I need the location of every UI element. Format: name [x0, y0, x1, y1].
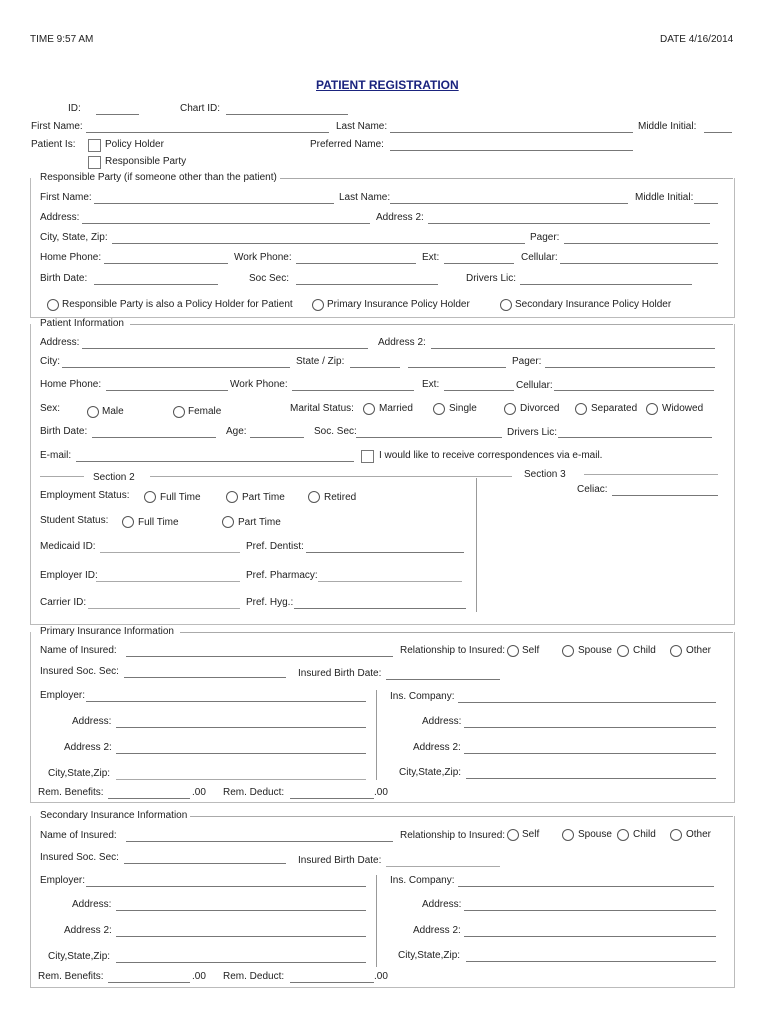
- responsible-party-label: Responsible Party: [105, 156, 187, 167]
- medicaid-id-label: Medicaid ID:: [40, 541, 96, 552]
- email-correspondence-label: I would like to receive correspondences via e-mail.: [379, 450, 603, 461]
- ins2-employer-field[interactable]: [86, 886, 366, 887]
- ins2-ins-company-field[interactable]: [458, 886, 714, 887]
- pi-home-phone-label: Home Phone:: [40, 379, 102, 390]
- ins2-spouse-label: Spouse: [578, 829, 612, 840]
- first-name-field[interactable]: [86, 132, 329, 133]
- ins2-rem-benefits-label: Rem. Benefits:: [38, 971, 104, 982]
- pi-email-label: E-mail:: [40, 450, 72, 461]
- rp-first-name-label: First Name:: [40, 192, 92, 203]
- ins1-child-radio[interactable]: [617, 645, 629, 657]
- married-label: Married: [379, 403, 413, 414]
- pref-hyg-label: Pref. Hyg.:: [246, 597, 294, 608]
- student-part-time-label: Part Time: [238, 517, 281, 528]
- ins1-soc-sec-label: Insured Soc. Sec:: [40, 666, 119, 677]
- ins2-other-label: Other: [686, 829, 712, 840]
- rp-work-phone-field[interactable]: [296, 263, 416, 264]
- ins1-ins-company-field[interactable]: [458, 702, 716, 703]
- pi-cellular-field[interactable]: [554, 390, 714, 391]
- rp-first-name-field[interactable]: [94, 203, 334, 204]
- rp-middle-initial-field[interactable]: [694, 203, 718, 204]
- time-stamp: TIME 9:57 AM: [30, 34, 94, 45]
- ins2-rem-deduct-label: Rem. Deduct:: [223, 971, 285, 982]
- pi-ext-field[interactable]: [444, 390, 514, 391]
- section2-rule-left: [40, 476, 84, 477]
- ins1-box-top-border: [180, 632, 733, 633]
- employment-part-time-radio[interactable]: [226, 491, 238, 503]
- employer-id-field[interactable]: [96, 581, 240, 582]
- ins1-employer-label: Employer:: [40, 690, 86, 701]
- pref-pharmacy-field[interactable]: [318, 581, 462, 582]
- pi-zip-field[interactable]: [408, 367, 506, 368]
- ins1-rem-deduct-field[interactable]: [290, 798, 374, 799]
- chart-id-label: Chart ID:: [180, 103, 221, 114]
- male-label: Male: [102, 406, 124, 417]
- rp-secondary-holder-radio[interactable]: [500, 299, 512, 311]
- employment-part-time-label: Part Time: [242, 492, 285, 503]
- ins2-employer-city-label: City,State,Zip:: [48, 951, 111, 962]
- chart-id-field[interactable]: [226, 114, 348, 115]
- ins1-relationship-label: Relationship to Insured:: [400, 645, 506, 656]
- student-full-time-radio[interactable]: [122, 516, 134, 528]
- separated-label: Separated: [591, 403, 638, 414]
- ins1-employer-address2-label: Address 2:: [64, 742, 112, 753]
- ins2-employer-address-label: Address:: [72, 899, 112, 910]
- ins2-rem-benefits-cents: .00: [192, 971, 206, 982]
- male-radio[interactable]: [87, 406, 99, 418]
- patient-is-label: Patient Is:: [31, 139, 76, 150]
- rp-soc-sec-label: Soc Sec:: [249, 273, 290, 284]
- id-label: ID:: [68, 103, 81, 114]
- single-label: Single: [449, 403, 477, 414]
- pi-home-phone-field[interactable]: [106, 390, 228, 391]
- ins1-employer-address2-field[interactable]: [116, 753, 366, 754]
- ins1-employer-city-field[interactable]: [116, 779, 366, 780]
- ins1-rem-benefits-label: Rem. Benefits:: [38, 787, 104, 798]
- ins2-birth-date-field[interactable]: [386, 866, 500, 867]
- id-field[interactable]: [96, 114, 139, 115]
- rp-city-state-zip-field[interactable]: [112, 243, 525, 244]
- rp-primary-holder-radio[interactable]: [312, 299, 324, 311]
- policy-holder-label: Policy Holder: [105, 139, 164, 150]
- rp-also-policy-holder-radio[interactable]: [47, 299, 59, 311]
- rp-address-label: Address:: [40, 212, 80, 223]
- pi-drivers-lic-field[interactable]: [558, 437, 712, 438]
- ins1-company-address2-field[interactable]: [464, 753, 716, 754]
- ins1-company-city-field[interactable]: [466, 778, 716, 779]
- rp-last-name-field[interactable]: [390, 203, 628, 204]
- ins2-company-city-label: City,State,Zip:: [398, 950, 461, 961]
- pref-dentist-label: Pref. Dentist:: [246, 541, 304, 552]
- female-radio[interactable]: [173, 406, 185, 418]
- ins2-self-label: Self: [522, 829, 540, 840]
- ins1-company-address-label: Address:: [422, 716, 462, 727]
- rp-pager-field[interactable]: [564, 243, 718, 244]
- rp-birth-date-label: Birth Date:: [40, 273, 88, 284]
- ins2-divider: [376, 875, 377, 967]
- preferred-name-label: Preferred Name:: [310, 139, 384, 150]
- pi-box-top-border: [130, 324, 733, 325]
- section3-rule: [584, 474, 718, 475]
- ins1-spouse-radio[interactable]: [562, 645, 574, 657]
- rp-soc-sec-field[interactable]: [296, 284, 438, 285]
- pi-address-field[interactable]: [82, 348, 368, 349]
- ins1-rem-benefits-field[interactable]: [108, 798, 190, 799]
- rp-home-phone-field[interactable]: [104, 263, 228, 264]
- ins1-rem-benefits-cents: .00: [192, 787, 206, 798]
- last-name-label: Last Name:: [336, 121, 388, 132]
- ins1-rem-deduct-label: Rem. Deduct:: [223, 787, 285, 798]
- divorced-label: Divorced: [520, 403, 560, 414]
- ins1-name-insured-label: Name of Insured:: [40, 645, 117, 656]
- ins2-child-radio[interactable]: [617, 829, 629, 841]
- ins2-employer-address2-field[interactable]: [116, 936, 366, 937]
- ins2-soc-sec-label: Insured Soc. Sec:: [40, 852, 119, 863]
- ins2-ins-company-label: Ins. Company:: [390, 875, 455, 886]
- employment-status-label: Employment Status:: [40, 490, 130, 501]
- section-divider: [476, 478, 477, 612]
- widowed-radio[interactable]: [646, 403, 658, 415]
- rp-cellular-field[interactable]: [560, 263, 718, 264]
- pi-work-phone-field[interactable]: [292, 390, 414, 391]
- employment-full-time-radio[interactable]: [144, 491, 156, 503]
- ins2-rem-deduct-cents: .00: [374, 971, 388, 982]
- pi-address2-label: Address 2:: [378, 337, 426, 348]
- pi-soc-sec-field[interactable]: [356, 437, 502, 438]
- rp-ext-field[interactable]: [444, 263, 514, 264]
- ins2-soc-sec-field[interactable]: [124, 863, 286, 864]
- rp-address2-label: Address 2:: [376, 212, 424, 223]
- ins2-employer-address-field[interactable]: [116, 910, 366, 911]
- ins1-divider: [376, 690, 377, 780]
- ins2-legend: Secondary Insurance Information: [40, 810, 188, 821]
- widowed-label: Widowed: [662, 403, 704, 414]
- pi-work-phone-label: Work Phone:: [230, 379, 288, 390]
- email-correspondence-checkbox[interactable]: [361, 450, 374, 463]
- medicaid-id-field[interactable]: [100, 552, 240, 553]
- ins1-employer-city-label: City,State,Zip:: [48, 768, 111, 779]
- ins1-self-radio[interactable]: [507, 645, 519, 657]
- section2-label: Section 2: [93, 472, 135, 483]
- ins2-company-city-field[interactable]: [466, 961, 716, 962]
- ins1-spouse-label: Spouse: [578, 645, 612, 656]
- preferred-name-field[interactable]: [390, 150, 633, 151]
- ins2-employer-label: Employer:: [40, 875, 86, 886]
- ins2-name-insured-field[interactable]: [126, 841, 393, 842]
- ins1-company-address-field[interactable]: [464, 727, 716, 728]
- pi-legend: Patient Information: [40, 318, 124, 329]
- rp-drivers-lic-label: Drivers Lic:: [466, 273, 517, 284]
- ins2-relationship-label: Relationship to Insured:: [400, 830, 506, 841]
- rp-city-state-zip-label: City, State, Zip:: [40, 232, 108, 243]
- first-name-label: First Name:: [31, 121, 83, 132]
- carrier-id-field[interactable]: [88, 608, 240, 609]
- employer-id-label: Employer ID:: [40, 570, 98, 581]
- pi-age-label: Age:: [226, 426, 247, 437]
- ins1-ins-company-label: Ins. Company:: [390, 691, 455, 702]
- ins2-name-insured-label: Name of Insured:: [40, 830, 117, 841]
- pi-sex-label: Sex:: [40, 403, 61, 414]
- ins2-box-top-border: [190, 816, 733, 817]
- student-status-label: Student Status:: [40, 515, 109, 526]
- marital-status-label: Marital Status:: [290, 403, 354, 414]
- ins2-employer-address2-label: Address 2:: [64, 925, 112, 936]
- rp-middle-initial-label: Middle Initial:: [635, 192, 694, 203]
- celiac-label: Celiac:: [577, 484, 608, 495]
- celiac-field[interactable]: [612, 495, 718, 496]
- ins2-other-radio[interactable]: [670, 829, 682, 841]
- pi-city-label: City:: [40, 356, 60, 367]
- ins1-employer-address-field[interactable]: [116, 727, 366, 728]
- pi-soc-sec-label: Soc. Sec:: [314, 426, 357, 437]
- ins2-company-address2-field[interactable]: [464, 936, 716, 937]
- pi-birth-date-label: Birth Date:: [40, 426, 88, 437]
- rp-legend: Responsible Party (if someone other than the patient): [40, 172, 277, 183]
- pi-city-field[interactable]: [62, 367, 290, 368]
- ins2-child-label: Child: [633, 829, 656, 840]
- ins2-employer-city-field[interactable]: [116, 962, 366, 963]
- section3-label: Section 3: [524, 469, 566, 480]
- rp-last-name-label: Last Name:: [339, 192, 391, 203]
- rp-ext-label: Ext:: [422, 252, 440, 263]
- ins1-birth-date-label: Insured Birth Date:: [298, 668, 382, 679]
- employment-retired-radio[interactable]: [308, 491, 320, 503]
- pi-ext-label: Ext:: [422, 379, 440, 390]
- ins1-child-label: Child: [633, 645, 656, 656]
- ins2-self-radio[interactable]: [507, 829, 519, 841]
- ins1-soc-sec-field[interactable]: [124, 677, 286, 678]
- pi-state-field[interactable]: [350, 367, 400, 368]
- ins1-self-label: Self: [522, 645, 540, 656]
- ins1-other-radio[interactable]: [670, 645, 682, 657]
- pi-state-zip-label: State / Zip:: [296, 356, 345, 367]
- pi-pager-label: Pager:: [512, 356, 542, 367]
- ins2-birth-date-label: Insured Birth Date:: [298, 855, 382, 866]
- pref-dentist-field[interactable]: [306, 552, 464, 553]
- responsible-party-checkbox[interactable]: [88, 156, 101, 169]
- rp-secondary-holder-label: Secondary Insurance Policy Holder: [515, 299, 672, 310]
- ins1-employer-address-label: Address:: [72, 716, 112, 727]
- ins1-name-insured-field[interactable]: [126, 656, 393, 657]
- ins1-birth-date-field[interactable]: [386, 679, 500, 680]
- ins2-company-address2-label: Address 2:: [413, 925, 461, 936]
- ins2-company-address-field[interactable]: [464, 910, 716, 911]
- rp-pager-label: Pager:: [530, 232, 560, 243]
- pi-pager-field[interactable]: [545, 367, 715, 368]
- middle-initial-field[interactable]: [704, 132, 732, 133]
- pi-birth-date-field[interactable]: [92, 437, 216, 438]
- policy-holder-checkbox[interactable]: [88, 139, 101, 152]
- pi-drivers-lic-label: Drivers Lic:: [507, 427, 558, 438]
- ins1-legend: Primary Insurance Information: [40, 626, 174, 637]
- rp-birth-date-field[interactable]: [94, 284, 218, 285]
- date-stamp: DATE 4/16/2014: [660, 34, 734, 45]
- section2-rule-right: [150, 476, 512, 477]
- ins1-rem-deduct-cents: .00: [374, 787, 388, 798]
- married-radio[interactable]: [363, 403, 375, 415]
- pref-pharmacy-label: Pref. Pharmacy:: [246, 570, 318, 581]
- middle-initial-label: Middle Initial:: [638, 121, 697, 132]
- rp-box-top-border: [280, 178, 733, 179]
- ins1-other-label: Other: [686, 645, 712, 656]
- employment-retired-label: Retired: [324, 492, 357, 503]
- student-full-time-label: Full Time: [138, 517, 179, 528]
- ins2-company-address-label: Address:: [422, 899, 462, 910]
- pi-address2-field[interactable]: [431, 348, 715, 349]
- rp-work-phone-label: Work Phone:: [234, 252, 292, 263]
- ins1-employer-field[interactable]: [86, 701, 366, 702]
- rp-primary-holder-label: Primary Insurance Policy Holder: [327, 299, 470, 310]
- rp-cellular-label: Cellular:: [521, 252, 558, 263]
- rp-home-phone-label: Home Phone:: [40, 252, 102, 263]
- pref-hyg-field[interactable]: [294, 608, 466, 609]
- last-name-field[interactable]: [390, 132, 633, 133]
- female-label: Female: [188, 406, 222, 417]
- pi-cellular-label: Cellular:: [516, 380, 553, 391]
- ins1-company-city-label: City,State,Zip:: [399, 767, 462, 778]
- rp-address-field[interactable]: [82, 223, 370, 224]
- ins2-rem-deduct-field[interactable]: [290, 982, 374, 983]
- carrier-id-label: Carrier ID:: [40, 597, 87, 608]
- student-part-time-radio[interactable]: [222, 516, 234, 528]
- ins2-rem-benefits-field[interactable]: [108, 982, 190, 983]
- rp-address2-field[interactable]: [428, 223, 710, 224]
- pi-email-field[interactable]: [76, 461, 354, 462]
- employment-full-time-label: Full Time: [160, 492, 201, 503]
- rp-also-policy-holder-label: Responsible Party is also a Policy Holder for Patient: [62, 299, 293, 310]
- pi-address-label: Address:: [40, 337, 80, 348]
- form-title: PATIENT REGISTRATION: [316, 78, 459, 92]
- ins1-company-address2-label: Address 2:: [413, 742, 461, 753]
- divorced-radio[interactable]: [504, 403, 516, 415]
- ins2-spouse-radio[interactable]: [562, 829, 574, 841]
- pi-age-field[interactable]: [250, 437, 304, 438]
- separated-radio[interactable]: [575, 403, 587, 415]
- single-radio[interactable]: [433, 403, 445, 415]
- rp-drivers-lic-field[interactable]: [520, 284, 692, 285]
